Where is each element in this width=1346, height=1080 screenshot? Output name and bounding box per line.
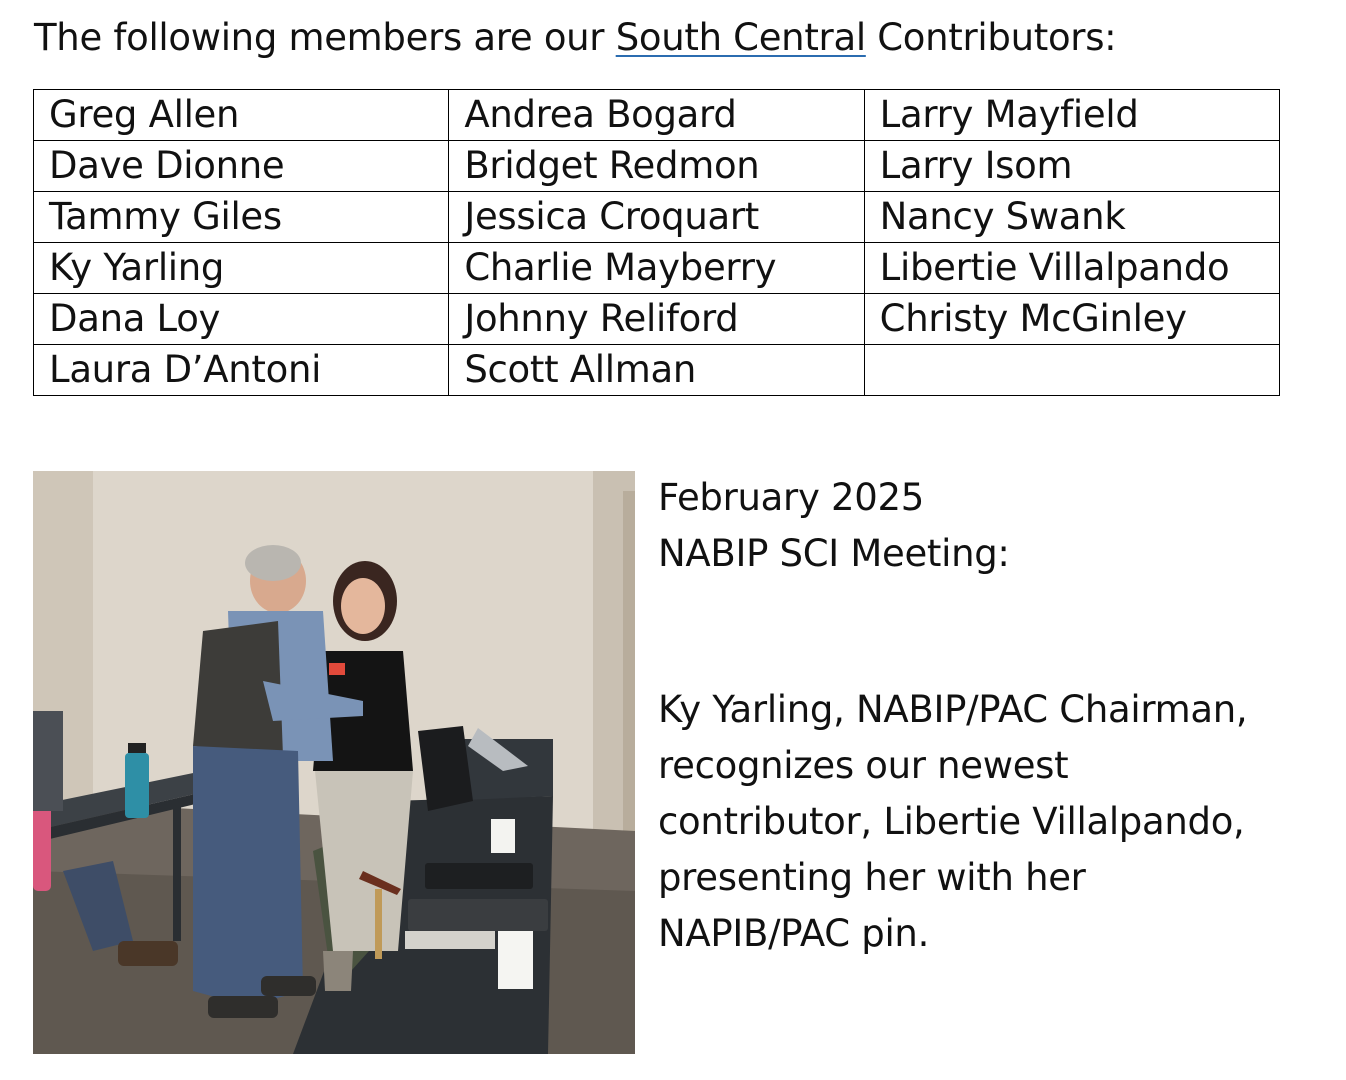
member-cell: Tammy Giles (34, 192, 449, 243)
table-row (34, 90, 1280, 141)
member-cell: Libertie Villalpando (864, 243, 1279, 294)
member-cell: Laura D’Antoni (34, 345, 449, 396)
meeting-photo (33, 471, 635, 1054)
member-cell: Andrea Bogard (449, 90, 864, 141)
table-row (34, 243, 1280, 294)
caption-body-line: presenting her with her (658, 856, 1086, 899)
member-cell: Dave Dionne (34, 141, 449, 192)
member-cell: Dana Loy (34, 294, 449, 345)
contributors-table (33, 89, 1280, 396)
intro-sentence (34, 14, 1116, 62)
table-row (34, 294, 1280, 345)
member-cell-empty (864, 345, 1279, 396)
south-central-link[interactable]: South Central (615, 16, 866, 59)
intro-text-before: The following members are our (34, 16, 616, 59)
member-cell: Jessica Croquart (449, 192, 864, 243)
caption-spacer (658, 582, 1318, 682)
caption-body-line: NAPIB/PAC pin. (658, 912, 930, 955)
caption-body-line: recognizes our newest (658, 744, 1069, 787)
caption-date: February 2025 (658, 476, 924, 519)
caption-meeting-title: NABIP SCI Meeting: (658, 532, 1010, 575)
table-row (34, 141, 1280, 192)
member-cell: Larry Isom (864, 141, 1279, 192)
caption-body-line: Ky Yarling, NABIP/PAC Chairman, (658, 688, 1248, 731)
member-cell: Charlie Mayberry (449, 243, 864, 294)
member-cell: Larry Mayfield (864, 90, 1279, 141)
member-cell: Johnny Reliford (449, 294, 864, 345)
photo-caption (658, 470, 1318, 962)
intro-text-after: Contributors: (865, 16, 1117, 59)
member-cell: Christy McGinley (864, 294, 1279, 345)
table-row (34, 192, 1280, 243)
table-row (34, 345, 1280, 396)
member-cell: Nancy Swank (864, 192, 1279, 243)
member-cell: Bridget Redmon (449, 141, 864, 192)
member-cell: Ky Yarling (34, 243, 449, 294)
member-cell: Greg Allen (34, 90, 449, 141)
member-cell: Scott Allman (449, 345, 864, 396)
caption-body-line: contributor, Libertie Villalpando, (658, 800, 1245, 843)
